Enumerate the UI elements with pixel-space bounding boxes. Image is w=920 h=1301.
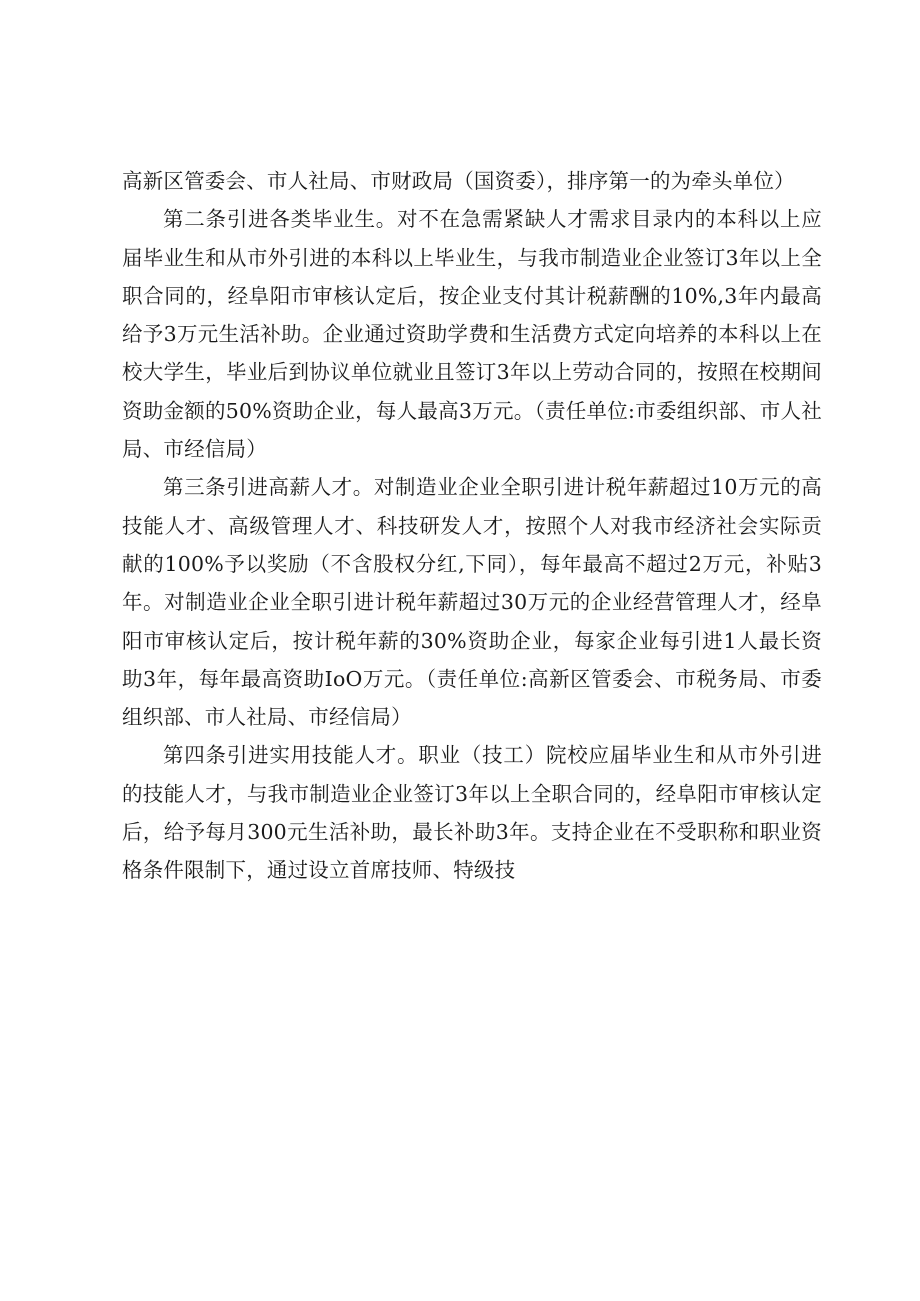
paragraph-article-4: 第四条引进实用技能人才。职业（技工）院校应届毕业生和从市外引进的技能人才，与我市制造业企业签订3年以上全职合同的，经阜阳市审核认定后，给予每月300元生活补助，最长补助3年。支持企业在不受职称和职业资格条件限制下，通过设立首席技师、特级技 (122, 743, 822, 883)
document-body (122, 162, 822, 890)
paragraph-article-3: 第三条引进高薪人才。对制造业企业全职引进计税年薪超过10万元的高技能人才、高级管理人才、科技研发人才，按照个人对我市经济社会实际贡献的100%予以奖励（不含股权分红,下同），每年最高不超过2万元，补贴3年。对制造业企业全职引进计税年薪超过30万元的企业经营管理人才，经阜阳市审核认定后，按计税年薪的30%资助企业，每家企业每引进1人最长资助3年，每年最高资助IoO万元。（责任单位:高新区管委会、市税务局、市委组织部、市人社局、市经信局） (122, 475, 822, 730)
paragraph-article-2: 第二条引进各类毕业生。对不在急需紧缺人才需求目录内的本科以上应届毕业生和从市外引进的本科以上毕业生，与我市制造业企业签订3年以上全职合同的，经阜阳市审核认定后，按企业支付其计税薪酬的10%,3年内最高给予3万元生活补助。企业通过资助学费和生活费方式定向培养的本科以上在校大学生，毕业后到协议单位就业且签订3年以上劳动合同的，按照在校期间资助金额的50%资助企业，每人最高3万元。（责任单位:市委组织部、市人社局、市经信局） (122, 207, 822, 462)
paragraph-continuation: 高新区管委会、市人社局、市财政局（国资委），排序第一的为牵头单位） (122, 169, 795, 193)
